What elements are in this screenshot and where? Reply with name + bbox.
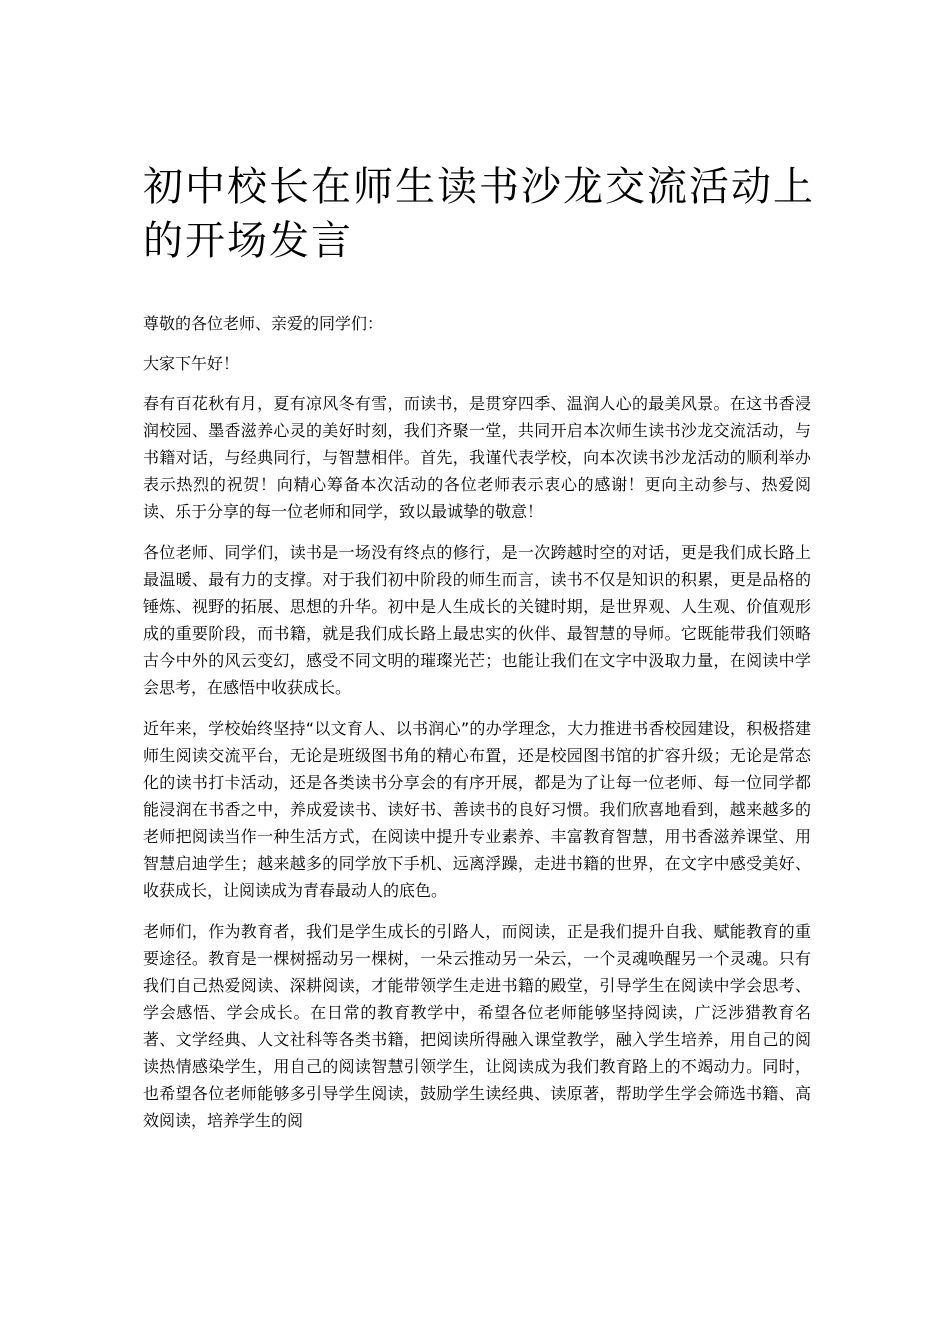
paragraph-opening: 春有百花秋有月，夏有凉风冬有雪，而读书，是贯穿四季、温润人心的最美风景。在这书香浸润校园、墨香滋养心灵的美好时刻，我们齐聚一堂，共同开启本次师生读书沙龙交流活动，与书籍对话，与经典同行，与智慧相伴。首先，我谨代表学校，向本次读书沙龙活动的顺利举办表示热烈的祝贺！向精心筹备本次活动的各位老师表示衷心的感谢！更向主动参与、热爱阅读、乐于分享的每一位老师和同学，致以最诚挚的敬意！: [143, 394, 811, 521]
salutation: 尊敬的各位老师、亲爱的同学们：: [143, 314, 384, 333]
paragraph-school-efforts: 近年来，学校始终坚持“以文育人、以书润心”的办学理念，大力推进书香校园建设，积极搭建师生阅读交流平台，无论是班级图书角的精心布置，还是校园图书馆的扩容升级；无论是常态化的读书打卡活动，还是各类读书分享会的有序开展，都是为了让每一位老师、每一位同学都能浸润在书香之中，养成爱读书、读好书、善读书的良好习惯。我们欣喜地看到，越来越多的老师把阅读当作一种生活方式，在阅读中提升专业素养、丰富教育智慧，用书香滋养课堂、用智慧启迪学生；越来越多的同学放下手机、远离浮躁，走进书籍的世界，在文字中感受美好、收获成长，让阅读成为青春最动人的底色。: [143, 719, 811, 900]
greeting: 大家下午好！: [143, 354, 240, 373]
document-title: 初中校长在师生读书沙龙交流活动上的开场发言: [143, 164, 815, 264]
paragraph-reading-value: 各位老师、同学们，读书是一场没有终点的修行，是一次跨越时空的对话，更是我们成长路上最温暖、最有力的支撑。对于我们初中阶段的师生而言，读书不仅是知识的积累，更是品格的锤炼、视野的拓展、思想的升华。初中是人生成长的关键时期，是世界观、人生观、价值观形成的重要阶段，而书籍，就是我们成长路上最忠实的伙伴、最智慧的导师。它既能带我们领略古今中外的风云变幻，感受不同文明的璀璨光芒；也能让我们在文字中汲取力量，在阅读中学会思考，在感悟中收获成长。: [143, 543, 811, 697]
document-body: [143, 310, 811, 1148]
paragraph-teachers: 老师们，作为教育者，我们是学生成长的引路人，而阅读，正是我们提升自我、赋能教育的重要途径。教育是一棵树摇动另一棵树，一朵云推动另一朵云，一个灵魂唤醒另一个灵魂。只有我们自己热爱阅读、深耕阅读，才能带领学生走进书籍的殿堂，引导学生在阅读中学会思考、学会感悟、学会成长。在日常的教育教学中，希望各位老师能够坚持阅读，广泛涉猎教育名著、文学经典、人文社科等各类书籍，把阅读所得融入课堂教学，融入学生培养，用自己的阅读热情感染学生，用自己的阅读智慧引领学生，让阅读成为我们教育路上的不竭动力。同时，也希望各位老师能够多引导学生阅读，鼓励学生读经典、读原著，帮助学生学会筛选书籍、高效阅读，培养学生的阅: [143, 922, 811, 1130]
